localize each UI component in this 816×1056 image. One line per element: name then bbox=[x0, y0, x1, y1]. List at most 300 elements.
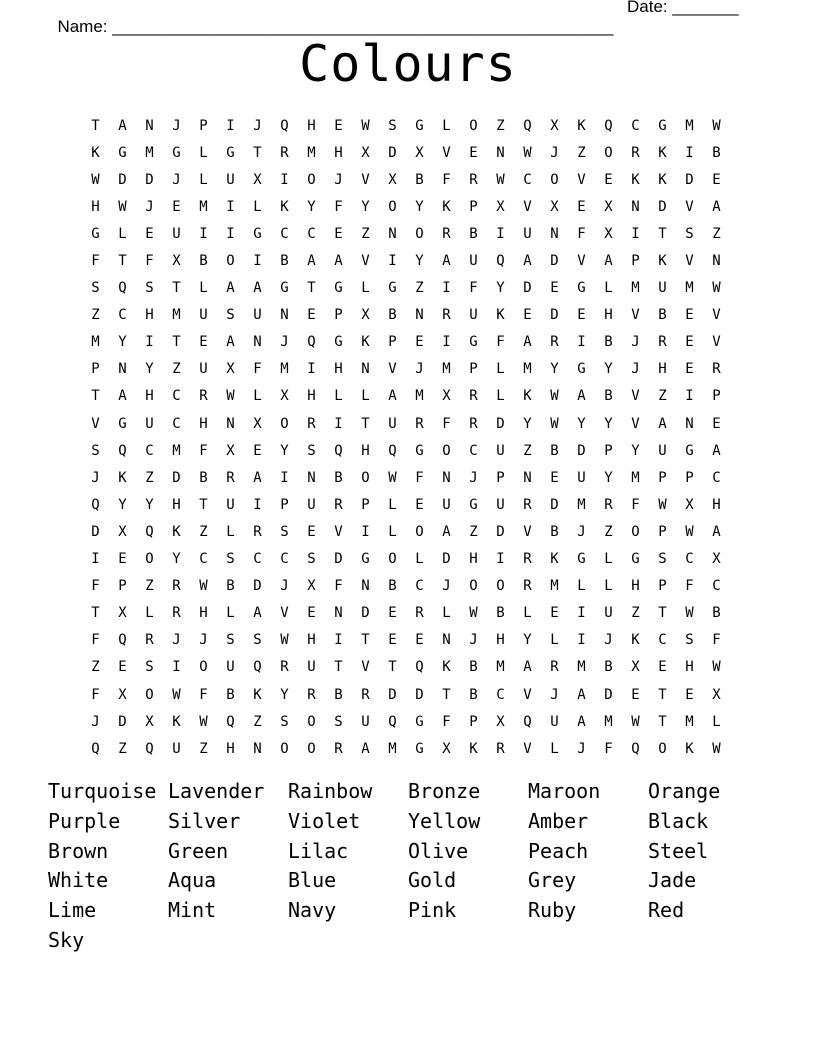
grid-letter: L bbox=[442, 117, 451, 134]
grid-letter: J bbox=[91, 469, 100, 486]
grid-letter: Y bbox=[307, 198, 316, 215]
grid-letter: W bbox=[361, 117, 370, 134]
grid-letter: I bbox=[145, 334, 154, 351]
grid-letter: K bbox=[442, 198, 451, 215]
grid-letter: E bbox=[334, 225, 343, 242]
grid-letter: N bbox=[334, 605, 343, 622]
grid-letter: A bbox=[388, 388, 397, 405]
grid-letter: N bbox=[550, 225, 559, 242]
grid-letter: Y bbox=[145, 496, 154, 513]
grid-letter: N bbox=[415, 307, 424, 324]
grid-letter: L bbox=[145, 605, 154, 622]
grid-letter: A bbox=[577, 713, 586, 730]
grid-letter: F bbox=[91, 632, 100, 649]
grid-letter: U bbox=[226, 496, 235, 513]
grid-letter: C bbox=[145, 442, 154, 459]
grid-letter: W bbox=[388, 469, 397, 486]
grid-row bbox=[82, 518, 730, 545]
grid-letter: B bbox=[199, 469, 208, 486]
grid-letter: C bbox=[712, 469, 721, 486]
grid-letter: R bbox=[361, 686, 370, 703]
grid-letter: I bbox=[280, 469, 289, 486]
grid-letter: G bbox=[415, 740, 424, 757]
grid-letter: X bbox=[415, 144, 424, 161]
grid-letter: H bbox=[361, 442, 370, 459]
grid-letter: D bbox=[253, 578, 262, 595]
grid-letter: Z bbox=[91, 307, 100, 324]
grid-letter: P bbox=[469, 198, 478, 215]
grid-letter: I bbox=[334, 632, 343, 649]
grid-letter: J bbox=[91, 713, 100, 730]
grid-letter: I bbox=[685, 388, 694, 405]
grid-letter: T bbox=[658, 605, 667, 622]
grid-letter: T bbox=[253, 144, 262, 161]
grid-letter: E bbox=[199, 334, 208, 351]
grid-letter: O bbox=[631, 523, 640, 540]
grid-letter: V bbox=[280, 605, 289, 622]
grid-letter: K bbox=[118, 469, 127, 486]
grid-letter: N bbox=[280, 307, 289, 324]
grid-letter: L bbox=[253, 198, 262, 215]
grid-row bbox=[82, 627, 730, 654]
grid-letter: A bbox=[658, 415, 667, 432]
grid-letter: V bbox=[712, 334, 721, 351]
grid-letter: E bbox=[631, 686, 640, 703]
grid-letter: J bbox=[280, 334, 289, 351]
grid-letter: T bbox=[361, 415, 370, 432]
grid-letter: J bbox=[172, 117, 181, 134]
grid-letter: L bbox=[550, 740, 559, 757]
grid-letter: F bbox=[334, 578, 343, 595]
grid-letter: J bbox=[172, 171, 181, 188]
grid-letter: L bbox=[496, 388, 505, 405]
grid-letter: O bbox=[199, 659, 208, 676]
grid-letter: O bbox=[145, 686, 154, 703]
grid-letter: Y bbox=[604, 469, 613, 486]
grid-letter: H bbox=[334, 144, 343, 161]
grid-letter: A bbox=[253, 280, 262, 297]
grid-letter: D bbox=[577, 442, 586, 459]
grid-letter: E bbox=[307, 605, 316, 622]
grid-letter: I bbox=[334, 415, 343, 432]
grid-letter: Z bbox=[712, 225, 721, 242]
grid-letter: W bbox=[91, 171, 100, 188]
grid-letter: J bbox=[631, 361, 640, 378]
grid-letter: K bbox=[253, 686, 262, 703]
grid-letter: L bbox=[415, 551, 424, 568]
grid-letter: K bbox=[442, 659, 451, 676]
grid-letter: N bbox=[145, 117, 154, 134]
grid-letter: J bbox=[577, 740, 586, 757]
grid-letter: X bbox=[496, 198, 505, 215]
grid-letter: I bbox=[577, 632, 586, 649]
grid-letter: J bbox=[334, 171, 343, 188]
grid-letter: G bbox=[91, 225, 100, 242]
grid-letter: Q bbox=[415, 659, 424, 676]
grid-letter: F bbox=[199, 686, 208, 703]
grid-letter: R bbox=[172, 578, 181, 595]
grid-letter: X bbox=[307, 578, 316, 595]
grid-letter: A bbox=[604, 253, 613, 270]
grid-letter: X bbox=[226, 361, 235, 378]
grid-letter: T bbox=[172, 280, 181, 297]
grid-letter: O bbox=[415, 225, 424, 242]
grid-letter: I bbox=[388, 253, 397, 270]
grid-letter: R bbox=[442, 225, 451, 242]
grid-letter: E bbox=[388, 605, 397, 622]
grid-letter: G bbox=[118, 415, 127, 432]
grid-letter: U bbox=[388, 415, 397, 432]
word-list-item: Purple bbox=[48, 808, 121, 833]
grid-letter: R bbox=[469, 388, 478, 405]
grid-letter: B bbox=[604, 388, 613, 405]
grid-letter: L bbox=[253, 388, 262, 405]
grid-letter: D bbox=[91, 523, 100, 540]
grid-letter: Q bbox=[280, 117, 289, 134]
grid-letter: H bbox=[469, 551, 478, 568]
grid-letter: M bbox=[442, 361, 451, 378]
grid-letter: L bbox=[550, 632, 559, 649]
grid-row bbox=[82, 546, 730, 573]
grid-letter: E bbox=[550, 605, 559, 622]
word-list-item: Rainbow bbox=[288, 779, 373, 803]
grid-letter: C bbox=[307, 225, 316, 242]
grid-letter: Y bbox=[415, 253, 424, 270]
grid-letter: A bbox=[253, 605, 262, 622]
grid-letter: C bbox=[658, 632, 667, 649]
grid-letter: C bbox=[523, 171, 532, 188]
grid-letter: X bbox=[442, 740, 451, 757]
grid-letter: R bbox=[280, 659, 289, 676]
grid-letter: A bbox=[361, 740, 370, 757]
grid-letter: S bbox=[685, 225, 694, 242]
word-list-item: Red bbox=[648, 898, 685, 923]
grid-letter: V bbox=[685, 198, 694, 215]
grid-letter: J bbox=[442, 578, 451, 595]
grid-letter: U bbox=[496, 496, 505, 513]
grid-letter: F bbox=[631, 496, 640, 513]
grid-letter: F bbox=[334, 198, 343, 215]
grid-letter: U bbox=[172, 225, 181, 242]
grid-letter: V bbox=[91, 415, 100, 432]
grid-letter: Z bbox=[172, 361, 181, 378]
grid-letter: E bbox=[307, 523, 316, 540]
grid-letter: K bbox=[361, 334, 370, 351]
grid-letter: V bbox=[442, 144, 451, 161]
grid-letter: P bbox=[712, 388, 721, 405]
grid-letter: F bbox=[91, 686, 100, 703]
grid-letter: G bbox=[226, 144, 235, 161]
grid-letter: E bbox=[415, 496, 424, 513]
grid-letter: Y bbox=[415, 198, 424, 215]
grid-letter: E bbox=[550, 469, 559, 486]
grid-letter: F bbox=[91, 578, 100, 595]
grid-row bbox=[82, 356, 730, 383]
grid-letter: G bbox=[577, 280, 586, 297]
grid-letter: K bbox=[685, 740, 694, 757]
grid-letter: L bbox=[442, 605, 451, 622]
grid-letter: V bbox=[523, 740, 532, 757]
grid-letter: S bbox=[658, 551, 667, 568]
grid-letter: E bbox=[118, 659, 127, 676]
grid-letter: A bbox=[442, 253, 451, 270]
grid-letter: A bbox=[334, 253, 343, 270]
grid-letter: D bbox=[550, 496, 559, 513]
grid-letter: Z bbox=[604, 523, 613, 540]
word-list-item: Orange bbox=[648, 779, 721, 803]
grid-letter: S bbox=[145, 280, 154, 297]
grid-letter: X bbox=[145, 713, 154, 730]
grid-letter: S bbox=[226, 632, 235, 649]
grid-letter: Q bbox=[523, 117, 532, 134]
grid-letter: Y bbox=[631, 442, 640, 459]
grid-letter: S bbox=[253, 632, 262, 649]
grid-letter: I bbox=[91, 551, 100, 568]
grid-letter: T bbox=[307, 280, 316, 297]
grid-letter: U bbox=[550, 713, 559, 730]
grid-letter: E bbox=[685, 361, 694, 378]
grid-letter: I bbox=[253, 253, 262, 270]
grid-letter: R bbox=[280, 144, 289, 161]
grid-letter: M bbox=[388, 740, 397, 757]
grid-letter: T bbox=[334, 659, 343, 676]
grid-letter: L bbox=[496, 361, 505, 378]
grid-letter: L bbox=[523, 605, 532, 622]
word-list-item: Pink bbox=[408, 898, 457, 923]
grid-letter: M bbox=[415, 388, 424, 405]
grid-letter: N bbox=[388, 225, 397, 242]
grid-letter: X bbox=[280, 388, 289, 405]
grid-letter: I bbox=[253, 496, 262, 513]
grid-letter: J bbox=[469, 632, 478, 649]
word-list-item: Blue bbox=[288, 868, 337, 893]
grid-row bbox=[82, 410, 730, 437]
grid-letter: X bbox=[712, 686, 721, 703]
grid-row bbox=[82, 600, 730, 627]
grid-letter: I bbox=[442, 334, 451, 351]
grid-letter: F bbox=[469, 280, 478, 297]
grid-letter: Z bbox=[469, 523, 478, 540]
grid-letter: G bbox=[334, 280, 343, 297]
grid-letter: G bbox=[253, 225, 262, 242]
grid-letter: L bbox=[604, 578, 613, 595]
grid-letter: R bbox=[415, 415, 424, 432]
grid-letter: X bbox=[118, 686, 127, 703]
grid-letter: O bbox=[280, 740, 289, 757]
grid-letter: V bbox=[631, 307, 640, 324]
grid-letter: F bbox=[577, 225, 586, 242]
grid-letter: D bbox=[550, 253, 559, 270]
grid-letter: P bbox=[91, 361, 100, 378]
grid-letter: Y bbox=[118, 496, 127, 513]
grid-letter: X bbox=[604, 198, 613, 215]
grid-letter: Q bbox=[226, 713, 235, 730]
grid-letter: V bbox=[334, 523, 343, 540]
grid-letter: P bbox=[118, 578, 127, 595]
grid-letter: I bbox=[631, 225, 640, 242]
grid-letter: A bbox=[523, 334, 532, 351]
grid-letter: X bbox=[712, 551, 721, 568]
grid-letter: Z bbox=[253, 713, 262, 730]
grid-letter: E bbox=[523, 307, 532, 324]
grid-letter: E bbox=[712, 415, 721, 432]
grid-letter: C bbox=[496, 686, 505, 703]
grid-letter: J bbox=[280, 578, 289, 595]
grid-letter: X bbox=[631, 659, 640, 676]
grid-letter: A bbox=[712, 442, 721, 459]
grid-letter: A bbox=[523, 253, 532, 270]
grid-letter: R bbox=[496, 740, 505, 757]
grid-letter: Q bbox=[118, 442, 127, 459]
grid-letter: N bbox=[253, 740, 262, 757]
grid-letter: X bbox=[388, 171, 397, 188]
grid-letter: L bbox=[577, 578, 586, 595]
grid-letter: E bbox=[577, 307, 586, 324]
grid-letter: O bbox=[145, 551, 154, 568]
grid-letter: B bbox=[334, 686, 343, 703]
grid-letter: F bbox=[442, 415, 451, 432]
grid-letter: P bbox=[631, 253, 640, 270]
grid-letter: V bbox=[523, 198, 532, 215]
grid-letter: U bbox=[658, 442, 667, 459]
grid-letter: D bbox=[388, 686, 397, 703]
grid-letter: E bbox=[685, 307, 694, 324]
grid-letter: V bbox=[685, 253, 694, 270]
grid-letter: L bbox=[361, 280, 370, 297]
grid-letter: X bbox=[550, 198, 559, 215]
grid-letter: I bbox=[226, 225, 235, 242]
grid-letter: I bbox=[307, 361, 316, 378]
grid-letter: L bbox=[226, 605, 235, 622]
word-list-item: Black bbox=[648, 808, 709, 833]
grid-letter: E bbox=[415, 632, 424, 649]
grid-letter: D bbox=[118, 171, 127, 188]
grid-letter: C bbox=[118, 307, 127, 324]
grid-letter: L bbox=[388, 496, 397, 513]
grid-letter: X bbox=[118, 605, 127, 622]
grid-letter: B bbox=[550, 523, 559, 540]
letter-grid bbox=[82, 112, 730, 762]
grid-letter: U bbox=[469, 307, 478, 324]
grid-letter: K bbox=[172, 713, 181, 730]
grid-letter: M bbox=[685, 713, 694, 730]
grid-letter: J bbox=[199, 632, 208, 649]
word-list-item: Lilac bbox=[288, 838, 349, 863]
grid-letter: A bbox=[577, 686, 586, 703]
grid-letter: V bbox=[523, 523, 532, 540]
word-list-item: Ruby bbox=[528, 898, 577, 923]
grid-letter: C bbox=[685, 551, 694, 568]
grid-letter: W bbox=[280, 632, 289, 649]
grid-letter: G bbox=[685, 442, 694, 459]
grid-letter: M bbox=[307, 144, 316, 161]
grid-letter: D bbox=[172, 469, 181, 486]
grid-row bbox=[82, 166, 730, 193]
grid-letter: U bbox=[604, 605, 613, 622]
grid-letter: V bbox=[361, 171, 370, 188]
grid-letter: A bbox=[118, 117, 127, 134]
grid-letter: E bbox=[172, 198, 181, 215]
grid-letter: Q bbox=[604, 117, 613, 134]
grid-letter: B bbox=[712, 605, 721, 622]
grid-letter: T bbox=[658, 713, 667, 730]
grid-letter: N bbox=[361, 578, 370, 595]
grid-letter: I bbox=[496, 225, 505, 242]
grid-letter: U bbox=[658, 280, 667, 297]
grid-letter: K bbox=[469, 740, 478, 757]
grid-letter: E bbox=[712, 171, 721, 188]
grid-letter: Z bbox=[523, 442, 532, 459]
grid-letter: G bbox=[334, 334, 343, 351]
grid-letter: H bbox=[307, 632, 316, 649]
grid-letter: U bbox=[496, 442, 505, 459]
grid-letter: U bbox=[469, 253, 478, 270]
grid-letter: T bbox=[442, 686, 451, 703]
grid-letter: E bbox=[145, 225, 154, 242]
grid-letter: G bbox=[469, 496, 478, 513]
grid-letter: K bbox=[523, 388, 532, 405]
grid-letter: D bbox=[415, 686, 424, 703]
grid-letter: N bbox=[685, 415, 694, 432]
grid-letter: G bbox=[577, 361, 586, 378]
grid-letter: D bbox=[118, 713, 127, 730]
grid-letter: K bbox=[658, 171, 667, 188]
grid-letter: O bbox=[496, 578, 505, 595]
grid-letter: F bbox=[712, 632, 721, 649]
grid-letter: W bbox=[172, 686, 181, 703]
grid-letter: J bbox=[577, 523, 586, 540]
word-list-item: Olive bbox=[408, 838, 469, 863]
word-list-item: Yellow bbox=[408, 808, 481, 833]
grid-letter: Z bbox=[199, 523, 208, 540]
word-list-item: Amber bbox=[528, 808, 589, 833]
grid-letter: Z bbox=[199, 740, 208, 757]
grid-letter: O bbox=[469, 578, 478, 595]
word-list-item: Turquoise bbox=[48, 779, 157, 803]
grid-letter: K bbox=[280, 198, 289, 215]
grid-letter: Q bbox=[118, 632, 127, 649]
grid-letter: P bbox=[469, 361, 478, 378]
grid-letter: Q bbox=[388, 713, 397, 730]
grid-letter: O bbox=[307, 740, 316, 757]
word-list-item: Steel bbox=[648, 838, 709, 863]
grid-letter: N bbox=[442, 469, 451, 486]
grid-letter: Z bbox=[658, 388, 667, 405]
grid-letter: L bbox=[199, 144, 208, 161]
grid-letter: R bbox=[658, 334, 667, 351]
grid-letter: M bbox=[685, 117, 694, 134]
grid-letter: X bbox=[604, 225, 613, 242]
grid-letter: C bbox=[469, 442, 478, 459]
word-list-item: Gold bbox=[408, 868, 457, 893]
grid-letter: E bbox=[307, 307, 316, 324]
grid-letter: R bbox=[523, 578, 532, 595]
grid-letter: X bbox=[253, 415, 262, 432]
grid-letter: P bbox=[658, 578, 667, 595]
grid-letter: X bbox=[253, 171, 262, 188]
grid-letter: R bbox=[415, 605, 424, 622]
grid-letter: U bbox=[199, 361, 208, 378]
grid-letter: E bbox=[118, 551, 127, 568]
grid-letter: Y bbox=[550, 361, 559, 378]
grid-letter: Z bbox=[577, 144, 586, 161]
grid-letter: T bbox=[388, 659, 397, 676]
grid-letter: Y bbox=[604, 361, 613, 378]
grid-letter: I bbox=[361, 523, 370, 540]
grid-letter: R bbox=[523, 551, 532, 568]
grid-letter: S bbox=[685, 632, 694, 649]
grid-letter: O bbox=[307, 171, 316, 188]
